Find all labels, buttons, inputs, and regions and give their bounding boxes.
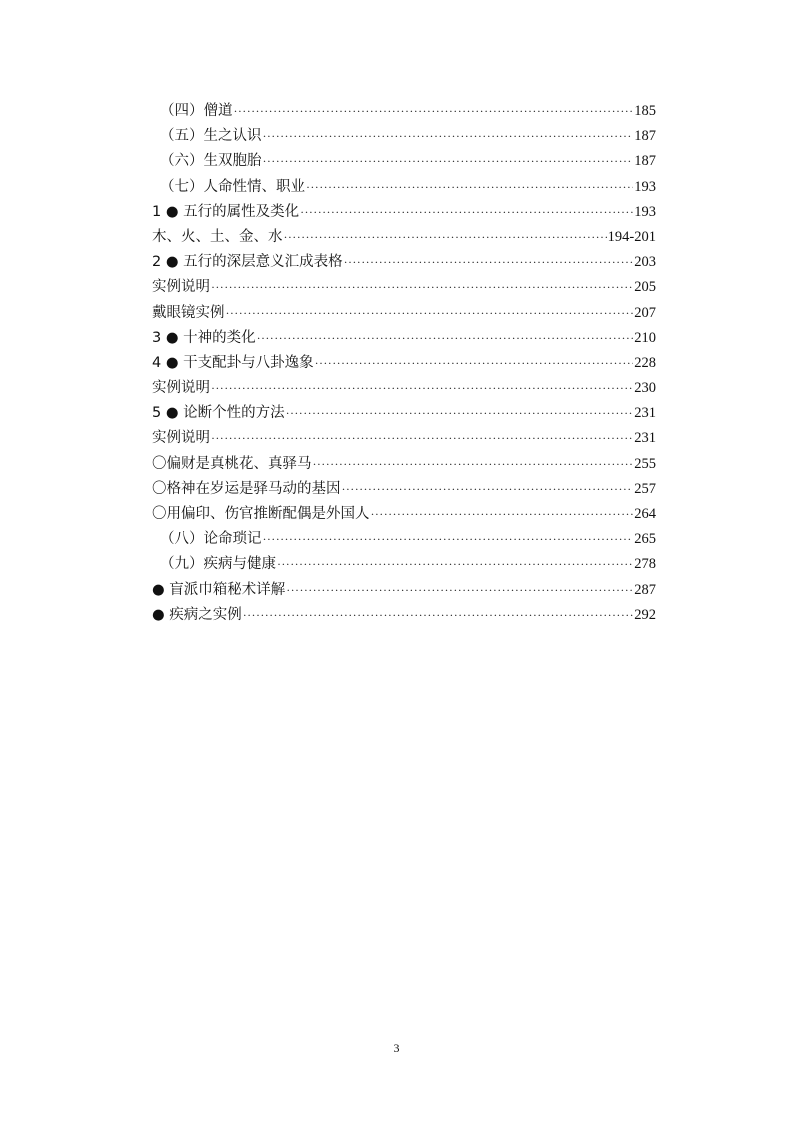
toc-dot-leader: [313, 452, 634, 477]
toc-entry-title: （五）生之认识: [160, 128, 262, 145]
toc-entry-page: 264: [634, 506, 656, 522]
toc-entry: [152, 552, 656, 577]
toc-entry-page: 187: [634, 153, 656, 170]
toc-entry: [152, 200, 656, 225]
toc-dot-leader: [234, 99, 634, 124]
toc-dot-leader: [226, 301, 634, 326]
toc-entry: [152, 250, 656, 275]
toc-dot-leader: [277, 552, 633, 577]
toc-entry-title: 〇偏财是真桃花、真驿马: [152, 455, 312, 472]
toc-dot-leader: [306, 175, 633, 200]
toc-dot-leader: [211, 376, 633, 401]
toc-entry-title: ● 盲派巾箱秘术详解: [152, 581, 286, 598]
toc-entry: [152, 527, 656, 552]
toc-entry-page: 292: [634, 606, 656, 623]
toc-entry-title: （六）生双胞胎: [160, 153, 262, 170]
toc-dot-leader: [315, 351, 634, 376]
toc-entry-page: 193: [634, 203, 656, 220]
toc-entry-title: ● 疾病之实例: [152, 606, 242, 623]
toc-dot-leader: [342, 477, 634, 502]
toc-dot-leader: [263, 527, 634, 552]
toc-entry-page: 228: [634, 354, 656, 371]
toc-entry: [152, 99, 656, 124]
toc-dot-leader: [284, 225, 607, 250]
toc-entry: [152, 401, 656, 426]
toc-entry-page: 287: [634, 581, 656, 598]
toc-entry-page: 230: [634, 380, 656, 397]
toc-entry-page: 194-201: [607, 228, 656, 245]
toc-entry-title: 2 ● 五行的深层意义汇成表格: [152, 254, 343, 271]
toc-entry-page: 255: [634, 455, 656, 472]
toc-dot-leader: [286, 578, 633, 603]
toc-entry-title: 4 ● 干支配卦与八卦逸象: [152, 354, 314, 371]
toc-entry-title: （四）僧道: [160, 103, 233, 119]
toc-entry: [152, 426, 656, 451]
toc-entry: [152, 603, 656, 628]
toc-entry: [152, 477, 656, 502]
toc-entry-page: 278: [634, 556, 656, 573]
toc-entry: [152, 275, 656, 300]
toc-dot-leader: [243, 603, 633, 628]
toc-entry: [152, 149, 656, 174]
toc-dot-leader: [344, 250, 634, 275]
toc-dot-leader: [263, 149, 634, 174]
toc-entry: [152, 175, 656, 200]
toc-entry-page: 265: [634, 531, 656, 548]
toc-dot-leader: [286, 401, 634, 426]
toc-dot-leader: [300, 200, 633, 225]
toc-dot-leader: [371, 502, 634, 527]
toc-entry-page: 207: [634, 304, 656, 321]
toc-entry-page: 185: [634, 103, 656, 119]
toc-entry-page: 203: [634, 254, 656, 271]
toc-entry: [152, 502, 656, 527]
table-of-contents: [152, 99, 656, 628]
toc-entry: [152, 301, 656, 326]
toc-entry: [152, 452, 656, 477]
toc-dot-leader: [211, 426, 633, 451]
toc-entry-title: （九）疾病与健康: [160, 556, 276, 573]
toc-entry-title: 木、火、土、金、水: [152, 228, 283, 245]
toc-entry-page: 193: [634, 178, 656, 195]
toc-entry-title: 〇用偏印、伤官推断配偶是外国人: [152, 506, 370, 522]
toc-entry-page: 210: [634, 329, 656, 346]
toc-entry-title: 〇格神在岁运是驿马动的基因: [152, 480, 341, 497]
toc-entry-title: 戴眼镜实例: [152, 304, 225, 321]
toc-entry-page: 205: [634, 279, 656, 296]
toc-entry-title: （八）论命琐记: [160, 531, 262, 548]
toc-dot-leader: [257, 326, 634, 351]
toc-entry-title: 实例说明: [152, 430, 210, 447]
toc-dot-leader: [263, 124, 634, 149]
toc-entry-title: （七）人命性情、职业: [160, 178, 305, 195]
toc-entry: [152, 351, 656, 376]
toc-dot-leader: [211, 275, 633, 300]
toc-entry-page: 257: [634, 480, 656, 497]
toc-entry: [152, 225, 656, 250]
toc-entry-title: 实例说明: [152, 380, 210, 397]
toc-entry-page: 231: [634, 430, 656, 447]
page-number: 3: [393, 1041, 400, 1055]
toc-entry: [152, 326, 656, 351]
toc-entry: [152, 124, 656, 149]
toc-entry-page: 231: [634, 405, 656, 422]
toc-entry-title: 3 ● 十神的类化: [152, 329, 256, 346]
toc-entry-title: 实例说明: [152, 279, 210, 296]
toc-entry-page: 187: [634, 128, 656, 145]
toc-entry-title: 5 ● 论断个性的方法: [152, 405, 285, 422]
toc-entry: [152, 376, 656, 401]
toc-entry-title: 1 ● 五行的属性及类化: [152, 203, 300, 220]
toc-entry: [152, 578, 656, 603]
